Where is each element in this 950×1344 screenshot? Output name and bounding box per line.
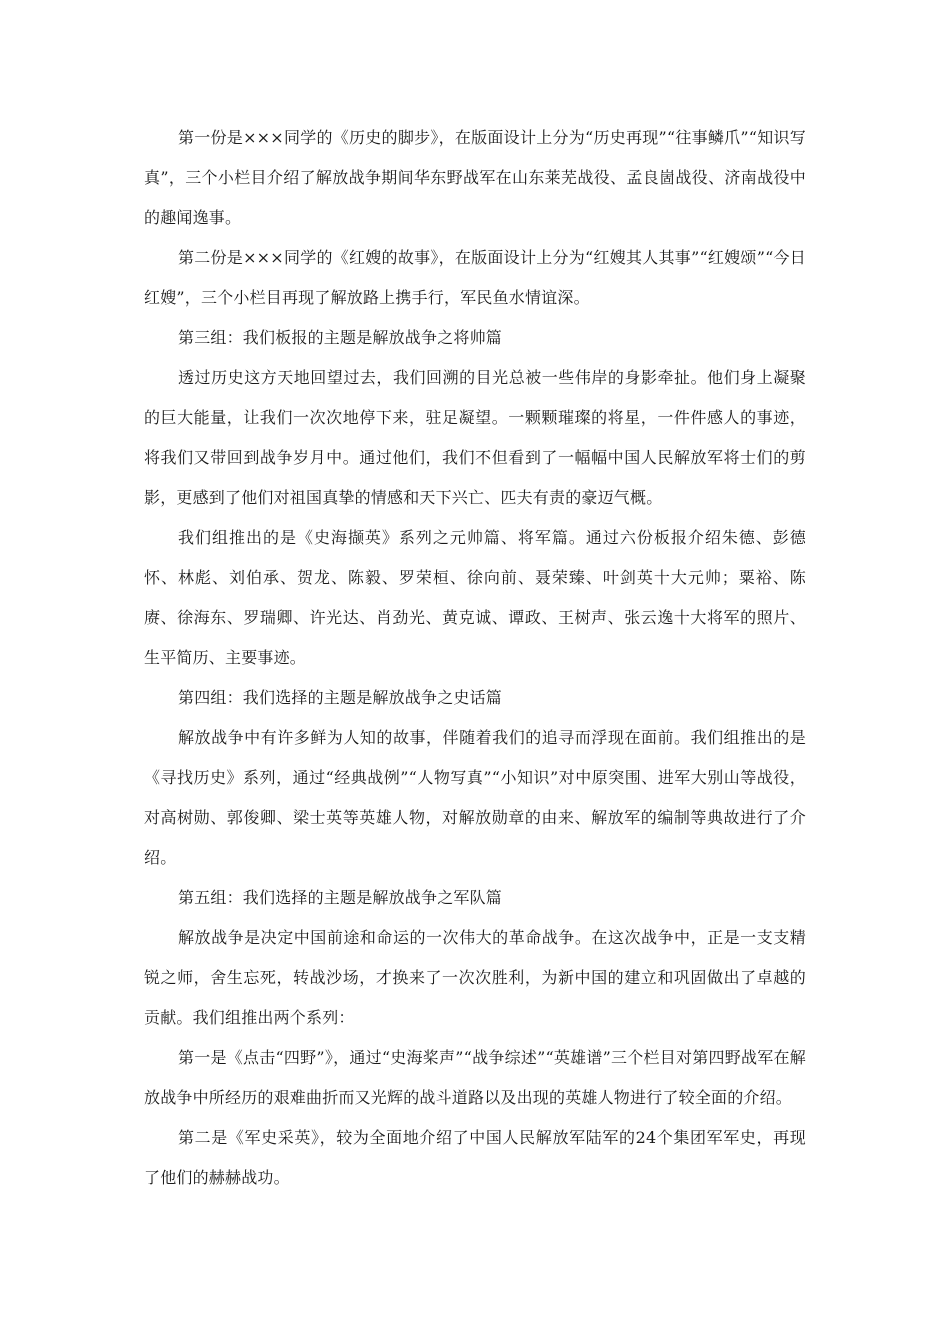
paragraph-marshals-generals-list: 我们组推出的是《史海撷英》系列之元帅篇、将军篇。通过六份板报介绍朱德、彭德怀、林彪、刘伯承、贺龙、陈毅、罗荣桓、徐向前、聂荣臻、叶剑英十大元帅；粟裕、陈赓、徐海东、罗瑞卿、许光达、肖劲光、黄克诚、谭政、王树声、张云逸十大将军的照片、生平简历、主要事迹。 xyxy=(144,528,806,667)
paragraph-red-sister-story: 第二份是×××同学的《红嫂的故事》，在版面设计上分为“红嫂其人其事”“红嫂颂”“今日红嫂”，三个小栏目再现了解放路上携手行，军民鱼水情谊深。 xyxy=(144,248,806,307)
paragraph-generals-intro: 透过历史这方天地回望过去，我们回溯的目光总被一些伟岸的身影牵扯。他们身上凝聚的巨大能量，让我们一次次地停下来，驻足凝望。一颗颗璀璨的将星，一件件感人的事迹，将我们又带回到战争岁月中。通过他们，我们不但看到了一幅幅中国人民解放军将士们的剪影，更感到了他们对祖国真挚的情感和天下兴亡、匹夫有责的豪迈气概。 xyxy=(144,368,806,507)
paragraph-army-intro: 解放战争是决定中国前途和命运的一次伟大的革命战争。在这次战争中，正是一支支精锐之师，舍生忘死，转战沙场，才换来了一次次胜利，为新中国的建立和巩固做出了卓越的贡献。我们组推出两个系列： xyxy=(144,928,806,1027)
paragraph-military-history: 第二是《军史采英》，较为全面地介绍了中国人民解放军陆军的24个集团军军史，再现了他们的赫赫战功。 xyxy=(144,1128,806,1187)
paragraph-history-stories: 解放战争中有许多鲜为人知的故事，伴随着我们的追寻而浮现在面前。我们组推出的是《寻找历史》系列，通过“经典战例”“人物写真”“小知识”对中原突围、进军大别山等战役，对高树勋、郭俊卿、梁士英等英雄人物，对解放勋章的由来、解放军的编制等典故进行了介绍。 xyxy=(144,728,806,867)
paragraph-fourth-field-army: 第一是《点击“四野”》，通过“史海桨声”“战争综述”“英雄谱”三个栏目对第四野战军在解放战争中所经历的艰难曲折而又光辉的战斗道路以及出现的英雄人物进行了较全面的介绍。 xyxy=(144,1048,806,1107)
paragraph-history-footsteps: 第一份是×××同学的《历史的脚步》，在版面设计上分为“历史再现”“往事鳞爪”“知识写真”，三个小栏目介绍了解放战争期间华东野战军在山东莱芜战役、孟良崮战役、济南战役中的趣闻逸事。 xyxy=(144,128,806,227)
heading-group-five: 第五组：我们选择的主题是解放战争之军队篇 xyxy=(178,888,503,907)
heading-group-three: 第三组：我们板报的主题是解放战争之将帅篇 xyxy=(178,328,503,347)
heading-group-four: 第四组：我们选择的主题是解放战争之史话篇 xyxy=(178,688,503,707)
document-body xyxy=(144,118,806,1198)
